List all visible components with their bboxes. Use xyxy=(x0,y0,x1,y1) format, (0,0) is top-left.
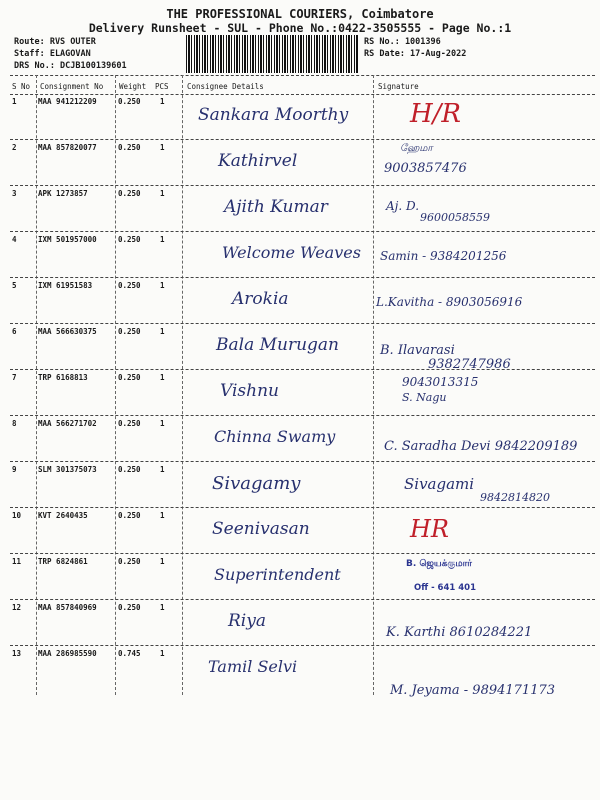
col-divider xyxy=(182,75,183,695)
col-header-consignment: Consignment No xyxy=(40,82,104,91)
row-pcs: 1 xyxy=(160,557,165,566)
route-label: Route: RVS OUTER xyxy=(14,37,96,47)
row-consignment-no: MAA 857820077 xyxy=(38,143,97,152)
row-divider xyxy=(10,415,595,416)
row-pcs: 1 xyxy=(160,465,165,474)
row-weight: 0.250 xyxy=(118,97,141,106)
row-divider xyxy=(10,369,595,370)
row-weight: 0.250 xyxy=(118,465,141,474)
row-consignment-no: APK 1273857 xyxy=(38,189,88,198)
row-weight: 0.250 xyxy=(118,603,141,612)
row-weight: 0.250 xyxy=(118,281,141,290)
row-consignment-no: IXM 501957000 xyxy=(38,235,97,244)
staff-label: Staff: ELAGOVAN xyxy=(14,49,91,59)
col-header-sno: S No xyxy=(12,82,31,91)
row-divider xyxy=(10,553,595,554)
row-consignee-handwritten: Welcome Weaves xyxy=(222,243,361,262)
row-weight: 0.250 xyxy=(118,189,141,198)
row-pcs: 1 xyxy=(160,189,165,198)
col-header-pcs: PCS xyxy=(155,82,169,91)
row-divider xyxy=(10,323,595,324)
row-pcs: 1 xyxy=(160,235,165,244)
row-weight: 0.250 xyxy=(118,511,141,520)
row-weight: 0.250 xyxy=(118,327,141,336)
col-divider xyxy=(115,75,116,695)
row-weight: 0.250 xyxy=(118,235,141,244)
row-consignment-no: MAA 566271702 xyxy=(38,419,97,428)
rs-date: RS Date: 17-Aug-2022 xyxy=(364,49,467,59)
row-signature: 9043013315 xyxy=(402,375,479,389)
row-divider xyxy=(10,277,595,278)
row-divider xyxy=(10,231,595,232)
row-weight: 0.250 xyxy=(118,557,141,566)
row-sno: 1 xyxy=(12,97,17,106)
row-consignee-handwritten: Ajith Kumar xyxy=(224,197,328,217)
row-consignee-handwritten: Sankara Moorthy xyxy=(198,105,349,125)
table-top-rule xyxy=(10,75,595,76)
row-consignee-handwritten: Chinna Swamy xyxy=(214,427,336,446)
row-signature: ஹேமா xyxy=(400,143,433,154)
row-consignee-handwritten: Vishnu xyxy=(220,381,279,401)
row-consignee-handwritten: Tamil Selvi xyxy=(208,657,298,676)
row-sno: 8 xyxy=(12,419,17,428)
row-sno: 13 xyxy=(12,649,22,658)
row-consignment-no: MAA 566630375 xyxy=(38,327,97,336)
row-weight: 0.250 xyxy=(118,419,141,428)
row-consignee-handwritten: Superintendent xyxy=(214,565,341,584)
row-consignee-handwritten: Kathirvel xyxy=(218,151,298,171)
row-consignment-no: SLM 301375073 xyxy=(38,465,97,474)
row-pcs: 1 xyxy=(160,373,165,382)
row-consignment-no: IXM 61951583 xyxy=(38,281,93,290)
row-sno: 9 xyxy=(12,465,17,474)
col-header-signature: Signature xyxy=(378,82,419,91)
row-sno: 6 xyxy=(12,327,17,336)
row-divider xyxy=(10,507,595,508)
row-consignee-handwritten: Seenivasan xyxy=(212,519,310,539)
row-sno: 10 xyxy=(12,511,22,520)
row-signature-extra: 9842814820 xyxy=(480,491,550,504)
row-divider xyxy=(10,599,595,600)
row-consignment-no: MAA 941212209 xyxy=(38,97,97,106)
col-divider xyxy=(373,75,374,695)
row-divider xyxy=(10,139,595,140)
row-signature-extra: Off - 641 401 xyxy=(414,583,477,593)
row-weight: 0.250 xyxy=(118,373,141,382)
row-signature: K. Karthi 8610284221 xyxy=(386,625,533,640)
row-sno: 2 xyxy=(12,143,17,152)
row-weight: 0.745 xyxy=(118,649,141,658)
row-signature-extra: 9600058559 xyxy=(420,211,490,224)
row-weight: 0.250 xyxy=(118,143,141,152)
barcode-image xyxy=(186,35,358,73)
row-signature: B. ஜெயக்குமார் xyxy=(406,559,472,569)
col-header-weight: Weight xyxy=(119,82,147,91)
row-consignment-no: TRP 6168813 xyxy=(38,373,88,382)
row-pcs: 1 xyxy=(160,419,165,428)
company-title: THE PROFESSIONAL COURIERS, Coimbatore xyxy=(166,7,434,21)
row-signature: C. Saradha Devi 9842209189 xyxy=(384,439,578,454)
row-signature-extra: S. Nagu xyxy=(402,391,447,404)
row-pcs: 1 xyxy=(160,649,165,658)
row-consignee-handwritten: Arokia xyxy=(232,289,289,309)
row-divider xyxy=(10,185,595,186)
row-pcs: 1 xyxy=(160,603,165,612)
row-signature: H/R xyxy=(410,99,462,129)
col-header-consignee: Consignee Details xyxy=(187,82,264,91)
row-pcs: 1 xyxy=(160,97,165,106)
row-consignee-handwritten: Riya xyxy=(228,611,266,631)
table-header-rule xyxy=(10,94,595,95)
row-signature: Samin - 9384201256 xyxy=(380,249,507,263)
row-pcs: 1 xyxy=(160,143,165,152)
rs-number: RS No.: 1001396 xyxy=(364,37,441,47)
row-pcs: 1 xyxy=(160,511,165,520)
row-pcs: 1 xyxy=(160,327,165,336)
row-sno: 5 xyxy=(12,281,17,290)
row-sno: 11 xyxy=(12,557,22,566)
runsheet-subtitle: Delivery Runsheet - SUL - Phone No.:0422-3505555 - Page No.:1 xyxy=(88,21,512,35)
row-pcs: 1 xyxy=(160,281,165,290)
row-consignment-no: MAA 286985590 xyxy=(38,649,97,658)
drs-number: DRS No.: DCJB100139601 xyxy=(14,61,127,71)
row-consignee-handwritten: Sivagamy xyxy=(212,473,301,494)
row-signature: L.Kavitha - 8903056916 xyxy=(376,295,523,309)
row-divider xyxy=(10,461,595,462)
row-sno: 7 xyxy=(12,373,17,382)
row-sno: 12 xyxy=(12,603,22,612)
row-consignment-no: MAA 857840969 xyxy=(38,603,97,612)
row-divider xyxy=(10,645,595,646)
row-signature: HR xyxy=(410,515,449,543)
row-consignment-no: TRP 6824861 xyxy=(38,557,88,566)
row-consignee-handwritten: Bala Murugan xyxy=(216,335,340,355)
row-signature: Aj. D. xyxy=(386,199,420,213)
row-consignment-no: KVT 2640435 xyxy=(38,511,88,520)
row-signature: M. Jeyama - 9894171173 xyxy=(390,683,556,698)
row-signature: Sivagami xyxy=(404,475,475,493)
row-signature-extra: 9003857476 xyxy=(384,161,467,176)
row-signature: B. Ilavarasi xyxy=(380,343,455,358)
row-sno: 4 xyxy=(12,235,17,244)
col-divider xyxy=(36,75,37,695)
row-signature-extra: 9382747986 xyxy=(428,357,511,372)
row-sno: 3 xyxy=(12,189,17,198)
